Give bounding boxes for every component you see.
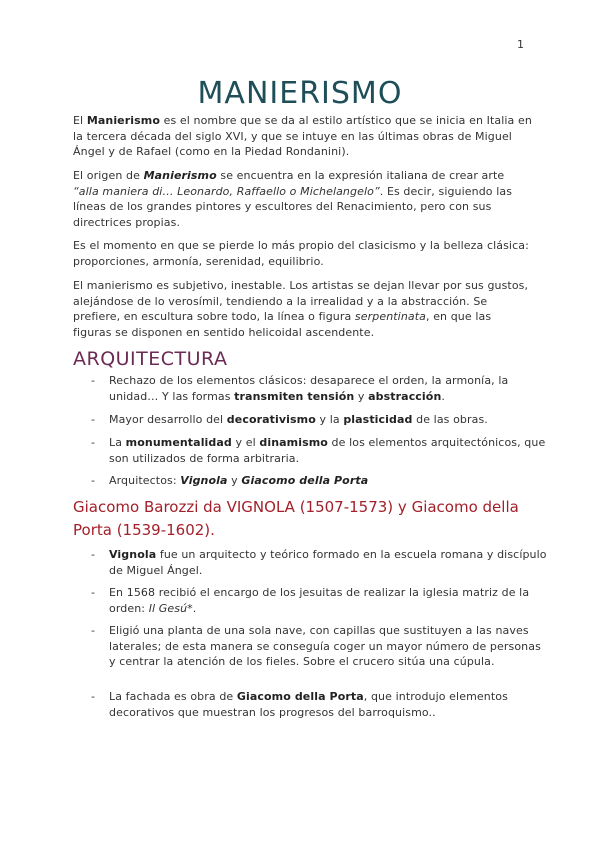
page-number: 1 [517, 38, 524, 51]
intro-paragraph-1: El Manierismo es el nombre que se da al estilo artístico que se inicia en Italia en la tercera década del siglo XVI, y que se intuye en las últimas obras de Miguel Ángel y de Rafael (como en la Piedad Rondanini). [73, 114, 532, 158]
intro-paragraph-2: El origen de Manierismo se encuentra en la expresión italiana de crear arte “alla maniera di… Leonardo, Raffaello o Michelangelo”. Es decir, siguiendo las líneas de los grandes pintores y escultores del Renacimiento, pero con sus directrices propias. [73, 169, 513, 229]
intro-paragraph-3: Es el momento en que se pierde lo más propio del clasicismo y la belleza clásica: proporciones, armonía, serenidad, equilibrio. [73, 239, 529, 268]
arquitectura-bullet-3: - La monumentalidad y el dinamismo de los elementos arquitectónicos, que son utilizados de forma arbitraria. [91, 436, 546, 465]
intro-paragraph-4: El manierismo es subjetivo, inestable. Los artistas se dejan llevar por sus gustos, alejándose de lo verosímil, tendiendo a la irrealidad y a la abstracción. Se prefiere, en escultura sobre todo, la línea o figura serpentinata, en que las figuras se disponen en sentido helicoidal ascendente. [73, 279, 529, 339]
bullet-dash: - [91, 413, 96, 426]
arquitectura-bullet-4: - Arquitectos: Vignola y Giacomo della Porta [91, 474, 369, 487]
vignola-bullet-4: - La fachada es obra de Giacomo della Porta, que introdujo elementos decorativos que muestran los progresos del barroquismo.. [91, 690, 508, 719]
vignola-bullet-1: - Vignola fue un arquitecto y teórico formado en la escuela romana y discípulo de Miguel Ángel. [91, 548, 547, 577]
bullet-dash: - [91, 548, 96, 561]
page-title: MANIERISMO [197, 76, 403, 111]
arquitectura-bullet-2: - Mayor desarrollo del decorativismo y la plasticidad de las obras. [91, 413, 488, 426]
section-heading-vignola: Giacomo Barozzi da VIGNOLA (1507-1573) y Giacomo della Porta (1539-1602). [73, 498, 519, 539]
section-heading-arquitectura: ARQUITECTURA [73, 348, 228, 370]
bullet-dash: - [91, 624, 96, 637]
bullet-dash: - [91, 690, 96, 703]
arquitectura-bullet-1: - Rechazo de los elementos clásicos: desaparece el orden, la armonía, la unidad… Y las formas transmiten tensión y abstracción. [91, 374, 509, 403]
bullet-dash: - [91, 374, 96, 387]
bullet-dash: - [91, 586, 96, 599]
bullet-dash: - [91, 436, 96, 449]
bullet-dash: - [91, 474, 96, 487]
vignola-bullet-3: - Eligió una planta de una sola nave, con capillas que sustituyen a las naves laterales; de esta manera se conseguía coger un mayor número de personas y centrar la atención de los fieles. Sobre el crucero sitúa una cúpula. [91, 624, 541, 668]
vignola-bullet-2: - En 1568 recibió el encargo de los jesuitas de realizar la iglesia matriz de la orden: Il Gesú*. [91, 586, 530, 615]
